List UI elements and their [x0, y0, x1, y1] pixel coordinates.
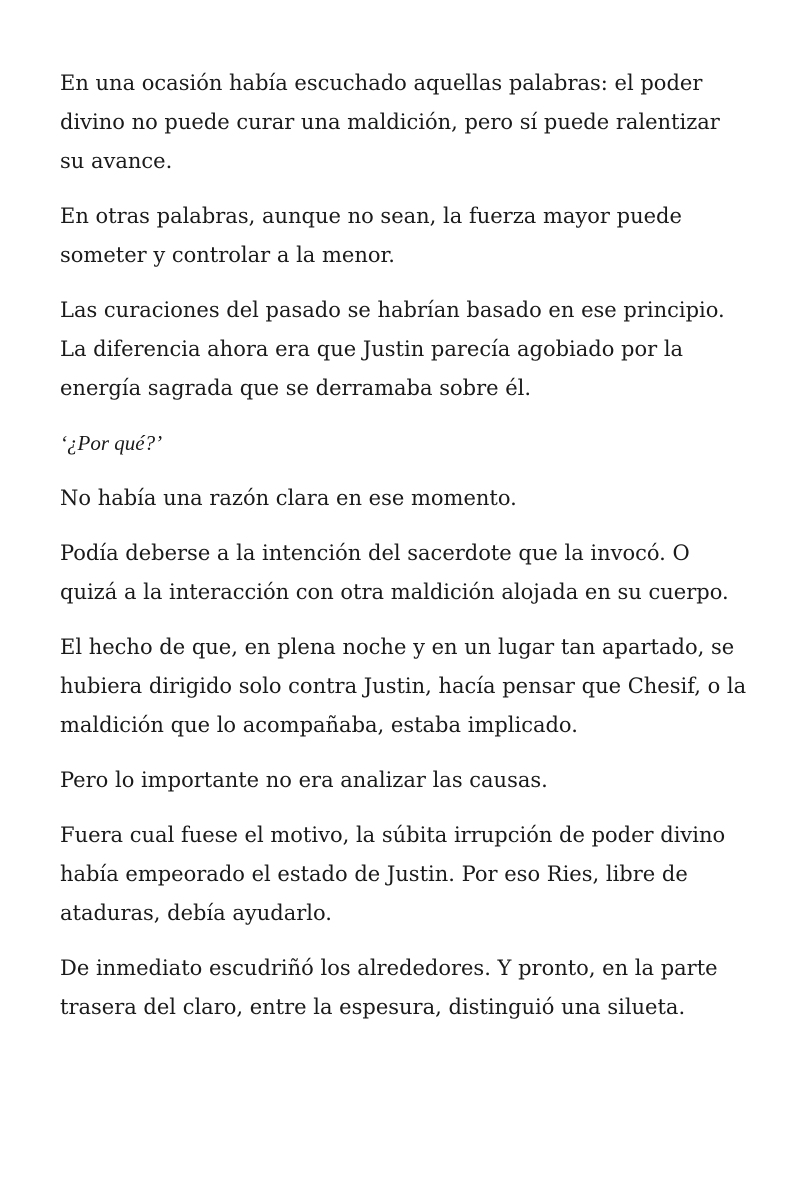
paragraph-8: Pero lo importante no era analizar las causas.	[60, 768, 548, 792]
paragraph-9: Fuera cual fuese el motivo, la súbita irrupción de poder divino había empeorado el estado de Justin. Por eso Ries, libre de ataduras, debía ayudarlo.	[60, 823, 726, 925]
paragraph-5: No había una razón clara en ese momento.	[60, 486, 517, 510]
paragraph-7: El hecho de que, en plena noche y en un lugar tan apartado, se hubiera dirigido solo contra Justin, hacía pensar que Chesif, o la maldición que lo acompañaba, estaba implicado.	[60, 635, 747, 737]
paragraph-6: Podía deberse a la intención del sacerdote que la invocó. O quizá a la interacción con otra maldición alojada en su cuerpo.	[60, 541, 729, 604]
paragraph-10: De inmediato escudriñó los alrededores. Y pronto, en la parte trasera del claro, entre la espesura, distinguió una silueta.	[60, 956, 718, 1019]
inner-thought: ‘¿Por qué?’	[60, 431, 163, 455]
document-page	[60, 64, 750, 1043]
paragraph-3: Las curaciones del pasado se habrían basado en ese principio. La diferencia ahora era que Justin parecía agobiado por la energía sagrada que se derramaba sobre él.	[60, 298, 725, 400]
paragraph-1: En una ocasión había escuchado aquellas palabras: el poder divino no puede curar una maldición, pero sí puede ralentizar su avance.	[60, 71, 720, 173]
paragraph-2: En otras palabras, aunque no sean, la fuerza mayor puede someter y controlar a la menor.	[60, 204, 682, 267]
